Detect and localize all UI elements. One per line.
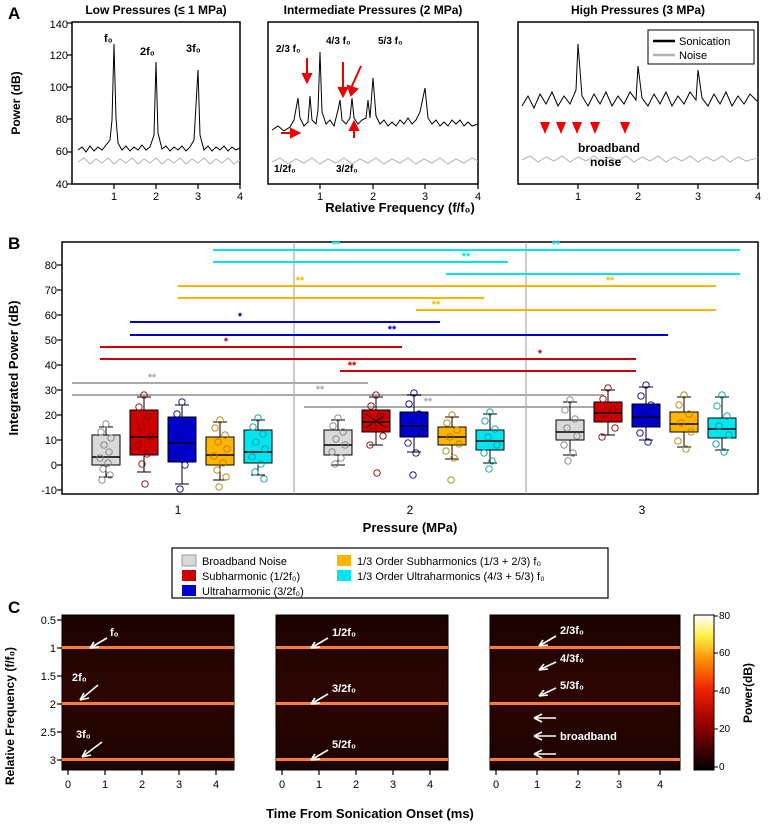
ytick: 0.5 [40,615,56,627]
ytick: 40 [44,360,57,372]
ytick: 80 [44,260,57,272]
sig-label: ** [431,299,441,311]
annotation-c1-3f0: 3f₀ [76,729,91,741]
legend-label-sonication: Sonication [679,36,731,48]
legend-label-third-sub: 1/3 Order Subharmonics (1/3 + 2/3) f₀ [357,556,542,568]
xtick: 2 [574,779,582,791]
sig-label: ** [387,324,397,336]
panel-b-figure [0,232,782,542]
xtick: 0 [492,779,500,791]
sig-label: * [237,311,243,323]
annotation-c2-3-2f0: 3/2f₀ [332,683,356,695]
annotation-c2-5-2f0: 5/2f₀ [332,739,356,751]
xtick: 0 [278,779,286,791]
panel-a-subplot-1-title: Low Pressures (≤ 1 MPa) [85,3,227,17]
xtick: 0 [64,779,72,791]
annotation-f0: f₀ [104,33,113,45]
panel-a-figure [0,0,782,222]
xtick: 1 [174,503,182,517]
ytick: 80 [55,114,68,126]
panel-b-legend [0,546,782,602]
xtick: 1 [574,191,582,203]
annotation-c3-2-3f0: 2/3f₀ [560,625,584,637]
panel-b-letter: B [8,234,21,253]
panel-c-ylabel: Relative Frequency (f/f₀) [3,646,17,786]
cbar-tick: 20 [719,724,731,735]
annotation-c3-4-3f0: 4/3f₀ [560,653,584,665]
annotation-3-2f0: 3/2f₀ [336,164,358,175]
sig-label: ** [461,251,471,263]
xtick: 4 [656,779,664,791]
xtick: 3 [194,191,202,203]
panel-c-figure [0,600,782,826]
ytick: 2 [49,699,56,711]
cbar-tick: 60 [719,648,731,659]
xtick: 3 [615,779,623,791]
legend-swatch-subharmonic [182,570,196,581]
ytick: 3 [49,755,56,767]
xtick: 2 [352,779,360,791]
annotation-2f0: 2f₀ [140,46,155,58]
sig-label: * [223,336,229,348]
ytick: 20 [44,410,57,422]
panel-c-spectrogram-3 [490,615,680,791]
annotation-2-3f0: 2/3 f₀ [276,44,301,55]
xtick: 3 [638,503,646,517]
panel-a-ylabel: Power (dB) [9,71,23,135]
sig-label: ** [551,239,561,251]
ytick: 50 [44,335,57,347]
xtick: 3 [694,191,702,203]
legend-label-broadband: Broadband Noise [202,556,288,568]
panel-a-subplot-2-title: Intermediate Pressures (2 MPa) [283,3,463,17]
ytick: 120 [49,50,68,62]
legend-swatch-third-ultra [337,570,351,581]
panel-b-ylabel: Integrated Power (dB) [6,300,21,436]
annotation-c2-half-f0: 1/2f₀ [332,627,356,639]
ytick: 60 [44,310,57,322]
ytick: 10 [44,435,57,447]
annotation-3f0: 3f₀ [186,43,201,55]
xtick: 3 [421,191,429,203]
xtick: 1 [315,779,323,791]
sig-label: ** [331,239,341,251]
xtick: 4 [212,779,220,791]
annotation-c3-5-3f0: 5/3f₀ [560,680,584,692]
ytick: 140 [49,19,68,31]
panel-c-xlabel: Time From Sonication Onset (ms) [266,806,474,821]
xtick: 1 [101,779,109,791]
legend-label-ultraharmonic: Ultraharmonic (3/2f₀) [202,586,304,598]
legend-swatch-ultraharmonic [182,585,196,596]
ytick: 30 [44,385,57,397]
xtick: 2 [634,191,642,203]
xtick: 3 [175,779,183,791]
annotation-c1-f0: f₀ [110,627,119,639]
ytick: 0 [50,460,57,472]
ytick: 2.5 [40,727,56,739]
annotation-c3-broadband: broadband [560,731,617,743]
annotation-4-3f0: 4/3 f₀ [326,36,351,47]
ytick: 100 [49,82,68,94]
panel-a-xlabel: Relative Frequency (f/f₀) [325,200,475,215]
panel-a-subplot-3-title: High Pressures (3 MPa) [570,3,706,17]
annotation-broadband: broadband [578,141,640,155]
legend-swatch-third-sub [337,555,351,566]
xtick: 4 [754,191,762,203]
panel-a-subplot-1 [50,3,243,203]
cbar-tick: 0 [719,762,725,773]
legend-label-subharmonic: Subharmonic (1/2f₀) [202,571,301,583]
panel-a-subplot-3 [518,3,761,203]
panel-b-xlabel: Pressure (MPa) [362,520,458,535]
sig-label: ** [295,275,305,287]
sig-label: ** [315,384,325,396]
ytick: 70 [44,285,57,297]
legend-swatch-broadband [182,555,196,566]
ytick: 60 [55,146,68,158]
ytick: -10 [41,485,57,497]
panel-c-spectrogram-1 [62,615,234,791]
legend-label-noise: Noise [679,50,708,62]
panel-a-letter: A [8,4,21,23]
annotation-5-3f0: 5/3 f₀ [378,36,403,47]
panel-a-subplot-2 [268,3,481,203]
xtick: 4 [426,779,434,791]
xtick: 1 [316,191,324,203]
xtick: 2 [152,191,160,203]
colorbar-label: Power(dB) [741,663,755,723]
sig-label: * [537,348,543,360]
annotation-c1-2f0: 2f₀ [72,672,87,684]
cbar-tick: 80 [719,611,731,622]
annotation-1-2f0: 1/2f₀ [274,164,296,175]
sig-label: ** [423,396,433,408]
ytick: 1.5 [40,671,56,683]
sig-label: ** [347,360,357,372]
panel-c-letter: C [8,598,21,617]
cbar-tick: 40 [719,686,731,697]
xtick: 2 [369,191,377,203]
panel-c-colorbar [694,611,755,773]
xtick: 4 [474,191,482,203]
sig-label: ** [605,275,615,287]
xtick: 1 [110,191,118,203]
xtick: 4 [236,191,244,203]
sig-label: ** [147,372,157,384]
panel-c-spectrogram-2 [276,615,448,791]
legend-label-third-ultra: 1/3 Order Ultraharmonics (4/3 + 5/3) f₀ [357,571,545,583]
xtick: 2 [406,503,414,517]
ytick: 1 [49,643,56,655]
ytick: 40 [55,179,68,191]
xtick: 3 [389,779,397,791]
xtick: 1 [533,779,541,791]
xtick: 2 [138,779,146,791]
annotation-noise: noise [590,155,622,169]
